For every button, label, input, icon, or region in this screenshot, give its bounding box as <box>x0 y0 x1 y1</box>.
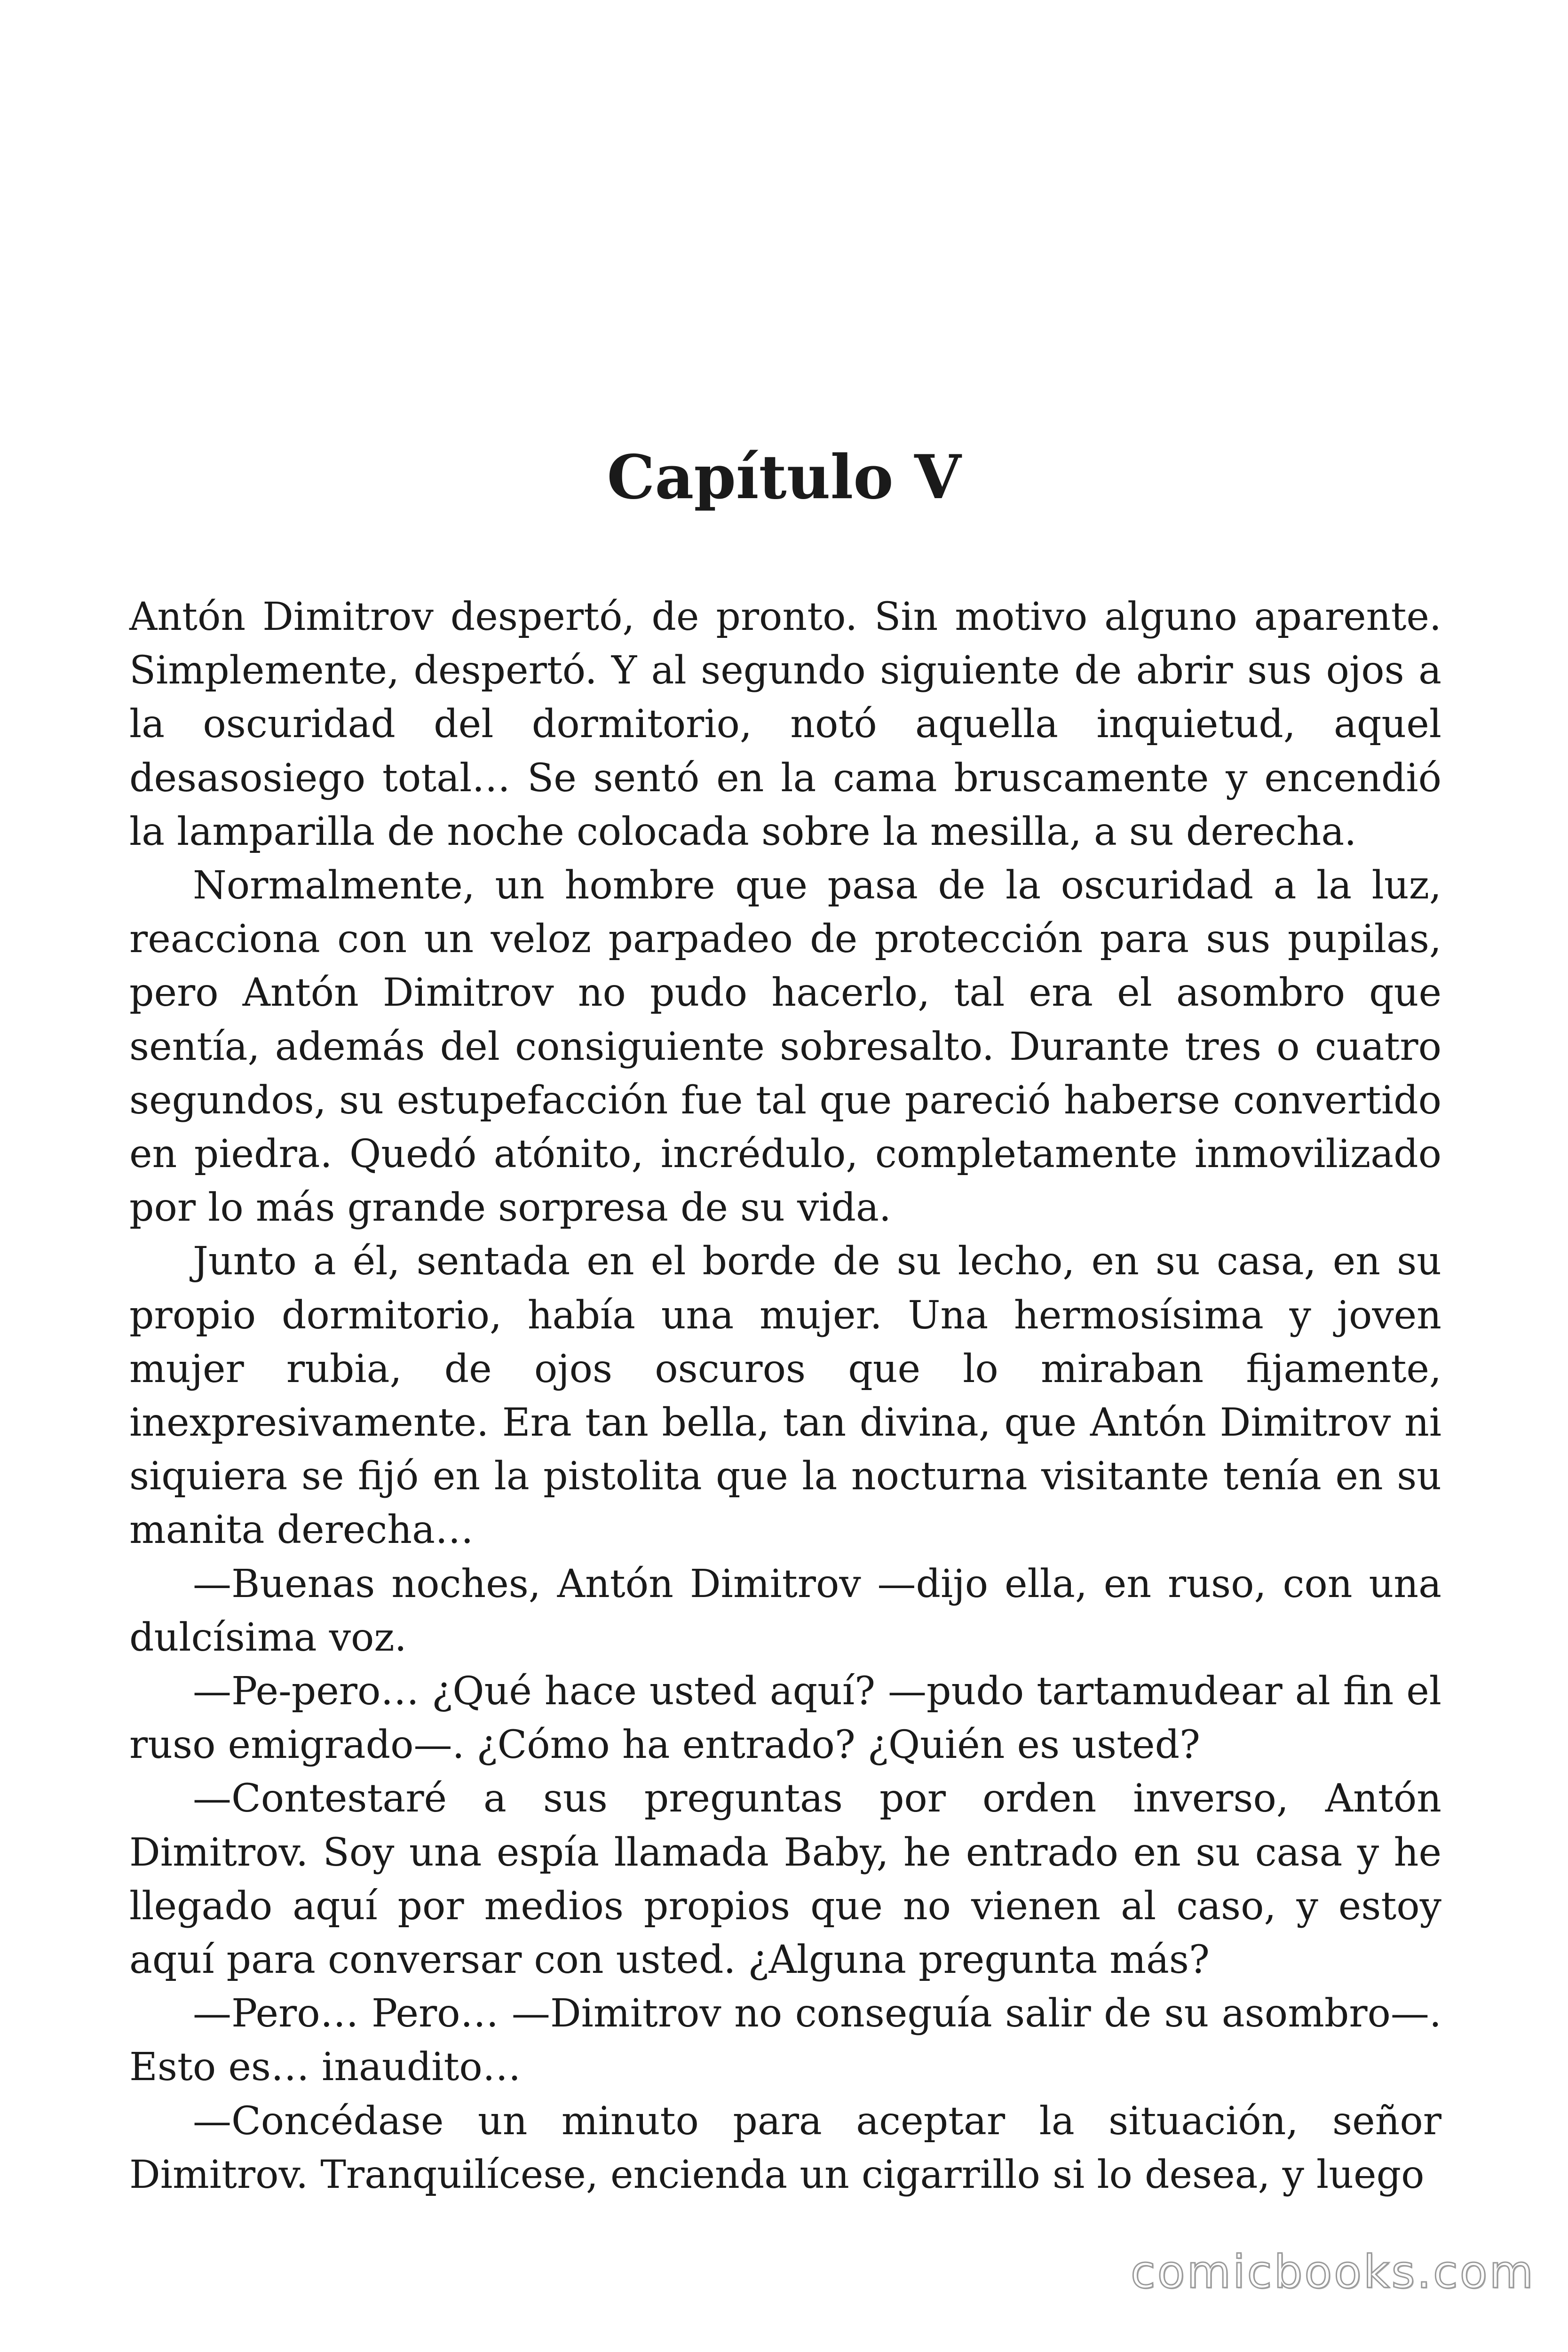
paragraph-1: Antón Dimitrov despertó, de pronto. Sin motivo alguno aparente. Simplemente, despertó. Y al segundo siguiente de abrir sus ojos a la oscuridad del dormitorio, notó aquella inquietud, aquel desasosiego total… Se sentó en la cama bruscamente y encendió la lamparilla de noche colocada sobre la mesilla, a su derecha. <box>129 595 1441 854</box>
paragraph-7: —Pero… Pero… —Dimitrov no conseguía salir de su asombro—. Esto es… inaudito… <box>129 1991 1441 2090</box>
paragraph-4: —Buenas noches, Antón Dimitrov —dijo ella, en ruso, con una dulcísima voz. <box>129 1561 1441 1660</box>
paragraph-6: —Contestaré a sus preguntas por orden inverso, Antón Dimitrov. Soy una espía llamada Baby, he entrado en su casa y he llegado aquí por medios propios que no vienen al caso, y estoy aquí para conversar con usted. ¿Alguna pregunta más? <box>129 1776 1441 1983</box>
paragraph-2: Normalmente, un hombre que pasa de la oscuridad a la luz, reacciona con un veloz parpadeo de protección para sus pupilas, pero Antón Dimitrov no pudo hacerlo, tal era el asombro que sentía, además del consiguiente sobresalto. Durante tres o cuatro segundos, su estupefacción fue tal que pareció haberse convertido en piedra. Quedó atónito, incrédulo, completamente inmovilizado por lo más grande sorpresa de su vida. <box>129 863 1441 1231</box>
chapter-body <box>129 590 1441 2202</box>
paragraph-3: Junto a él, sentada en el borde de su lecho, en su casa, en su propio dormitorio, había una mujer. Una hermosísima y joven mujer rubia, de ojos oscuros que lo miraban fijamente, inexpresivamente. Era tan bella, tan divina, que Antón Dimitrov ni siquiera se fijó en la pistolita que la nocturna visitante tenía en su manita derecha… <box>129 1239 1441 1553</box>
site-watermark: comicbooks.com <box>1130 2246 1535 2298</box>
paragraph-5: —Pe-pero… ¿Qué hace usted aquí? —pudo tartamudear al fin el ruso emigrado—. ¿Cómo ha entrado? ¿Quién es usted? <box>129 1669 1441 1768</box>
paragraph-8: —Concédase un minuto para aceptar la situación, señor Dimitrov. Tranquilícese, encienda un cigarrillo si lo desea, y luego <box>129 2098 1441 2197</box>
chapter-title: Capítulo V <box>607 442 961 513</box>
